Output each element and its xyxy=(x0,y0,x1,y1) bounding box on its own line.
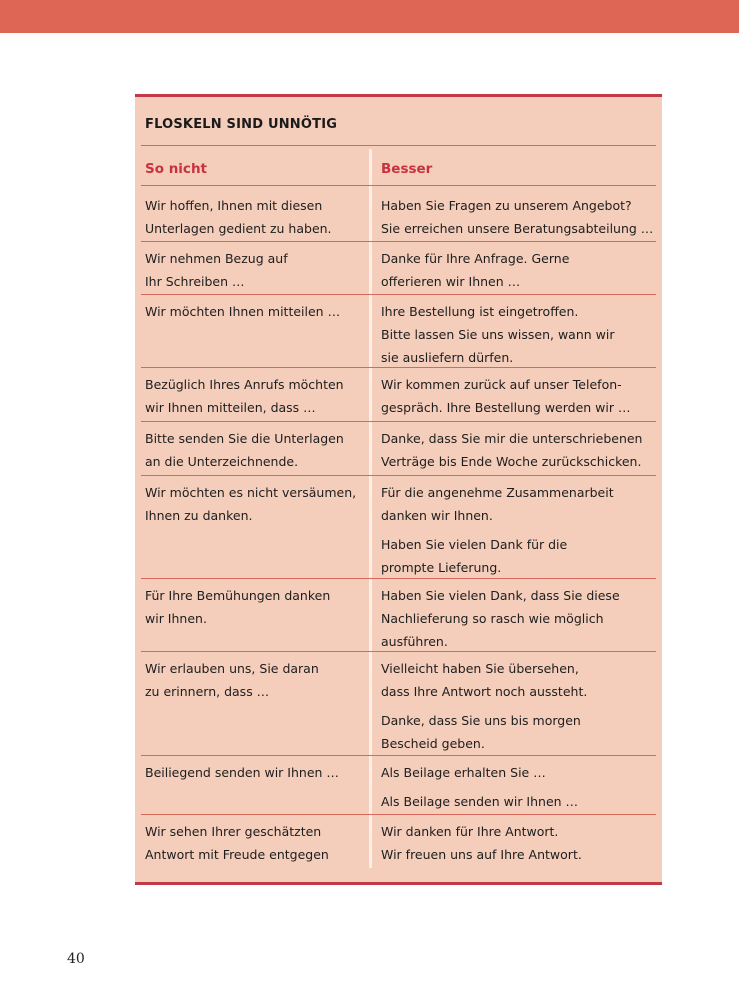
cell-besser xyxy=(381,427,661,473)
besser-alternative: Haben Sie vielen Dank für die prompte Lieferung. xyxy=(381,537,568,575)
row-divider xyxy=(141,755,656,756)
cell-so-nicht: Bitte senden Sie die Unterlagen an die Unterzeichnende. xyxy=(145,431,344,469)
besser-alternative: Haben Sie vielen Dank, dass Sie diese Nachlieferung so rasch wie möglich ausführen. xyxy=(381,588,620,649)
row-divider xyxy=(141,475,656,476)
besser-alternative: Ihre Bestellung ist eingetroffen. Bitte lassen Sie uns wissen, wann wir sie ausliefern dürfen. xyxy=(381,304,615,365)
cell-so-nicht: Wir nehmen Bezug auf Ihr Schreiben … xyxy=(145,251,288,289)
cell-besser xyxy=(381,820,661,866)
cell-besser xyxy=(381,194,661,240)
info-box xyxy=(135,94,662,885)
header-divider xyxy=(141,185,656,186)
column-divider xyxy=(369,149,372,868)
row-divider xyxy=(141,367,656,368)
cell-so-nicht: Bezüglich Ihres Anrufs möchten wir Ihnen mitteilen, dass … xyxy=(145,377,344,415)
cell-so-nicht: Wir sehen Ihrer geschätzten Antwort mit Freude entgegen xyxy=(145,824,329,862)
cell-besser xyxy=(381,373,661,419)
top-color-band xyxy=(0,0,739,33)
besser-alternative: Als Beilage erhalten Sie … xyxy=(381,765,546,780)
cell-besser xyxy=(381,247,661,293)
cell-besser xyxy=(381,584,661,653)
column-header-so-nicht: So nicht xyxy=(145,161,208,177)
besser-alternative: Danke, dass Sie mir die unterschriebenen Verträge bis Ende Woche zurückschicken. xyxy=(381,431,643,469)
besser-alternative: Haben Sie Fragen zu unserem Angebot? Sie erreichen unsere Beratungsabteilung … xyxy=(381,198,654,236)
cell-besser xyxy=(381,657,661,755)
row-divider xyxy=(141,651,656,652)
besser-alternative: Wir kommen zurück auf unser Telefon- gespräch. Ihre Bestellung werden wir … xyxy=(381,377,631,415)
row-divider xyxy=(141,421,656,422)
besser-alternative: Für die angenehme Zusammenarbeit danken wir Ihnen. xyxy=(381,485,614,523)
cell-so-nicht: Beiliegend senden wir Ihnen … xyxy=(145,765,339,780)
cell-besser xyxy=(381,481,661,579)
page-number: 40 xyxy=(67,951,85,967)
besser-alternative: Vielleicht haben Sie übersehen, dass Ihre Antwort noch aussteht. xyxy=(381,661,588,699)
box-title: FLOSKELN SIND UNNÖTIG xyxy=(145,117,338,132)
row-divider xyxy=(141,294,656,295)
besser-alternative: Danke für Ihre Anfrage. Gerne offerieren wir Ihnen … xyxy=(381,251,570,289)
cell-so-nicht: Wir möchten es nicht versäumen, Ihnen zu danken. xyxy=(145,485,357,523)
title-divider xyxy=(141,145,656,146)
cell-besser xyxy=(381,761,661,813)
column-header-besser: Besser xyxy=(381,161,433,177)
besser-alternative: Wir danken für Ihre Antwort. Wir freuen uns auf Ihre Antwort. xyxy=(381,824,582,862)
besser-alternative: Danke, dass Sie uns bis morgen Bescheid geben. xyxy=(381,713,581,751)
row-divider xyxy=(141,578,656,579)
cell-besser xyxy=(381,300,661,369)
row-divider xyxy=(141,814,656,815)
cell-so-nicht: Wir erlauben uns, Sie daran zu erinnern, dass … xyxy=(145,661,319,699)
cell-so-nicht: Wir hoffen, Ihnen mit diesen Unterlagen gedient zu haben. xyxy=(145,198,332,236)
cell-so-nicht: Wir möchten Ihnen mitteilen … xyxy=(145,304,341,319)
besser-alternative: Als Beilage senden wir Ihnen … xyxy=(381,794,579,809)
cell-so-nicht: Für Ihre Bemühungen danken wir Ihnen. xyxy=(145,588,331,626)
row-divider xyxy=(141,241,656,242)
